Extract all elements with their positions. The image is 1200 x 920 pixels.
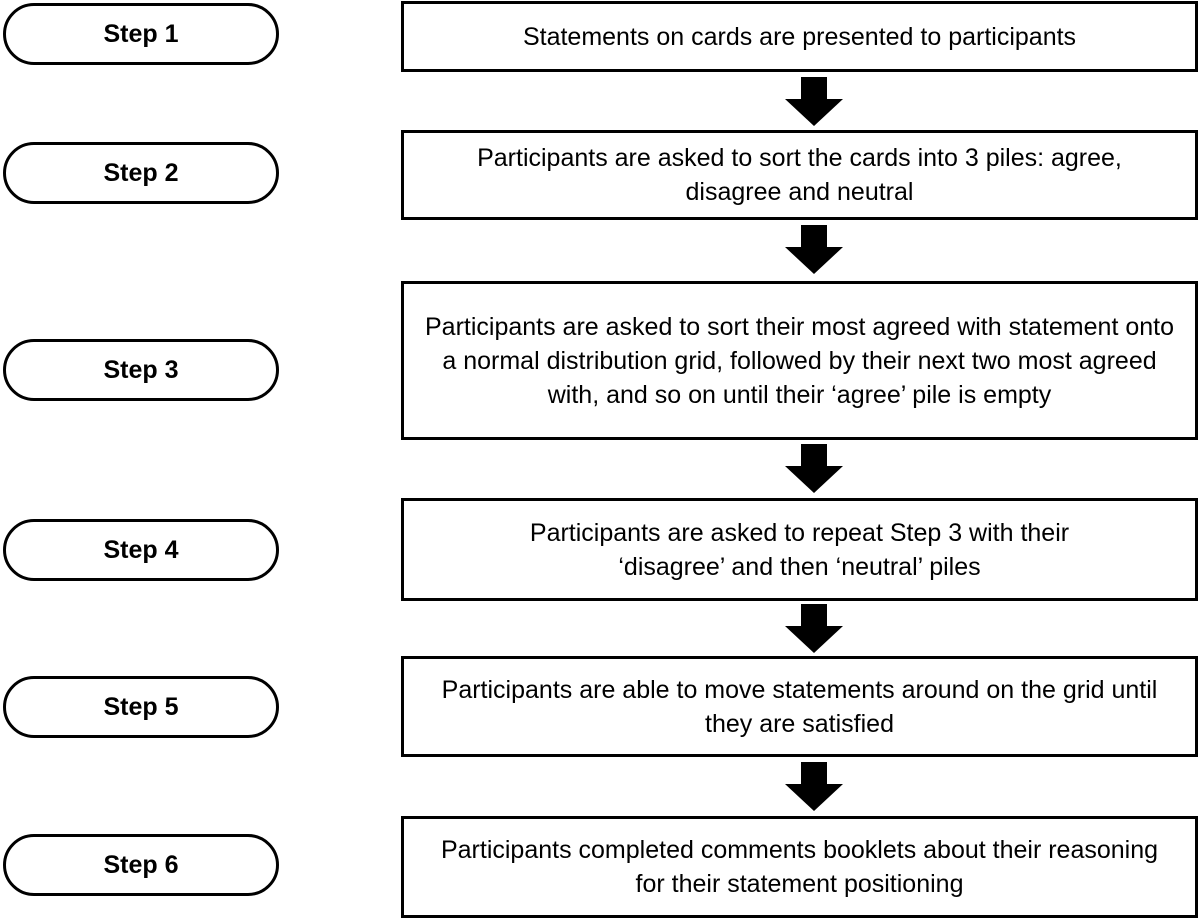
step-4-box	[401, 498, 1198, 601]
step-6-text: Participants completed comments booklets about their reasoning for their statement positioning	[440, 836, 1159, 898]
down-arrow-icon	[784, 77, 844, 127]
down-arrow-icon	[784, 762, 844, 812]
down-arrow-icon	[784, 604, 844, 654]
step-4-text: Participants are asked to repeat Step 3 with their ‘disagree’ and then ‘neutral’ piles	[529, 518, 1070, 581]
step-1-box	[401, 1, 1198, 72]
down-arrow-icon	[784, 444, 844, 494]
step-5-label: Step 5	[3, 676, 279, 738]
down-arrow-icon	[784, 225, 844, 275]
step-2-text: Participants are asked to sort the cards into 3 piles: agree, disagree and neutral	[477, 144, 1122, 206]
step-3-text: Participants are asked to sort their most agreed with statement onto a normal distribution grid, followed by their next two most agreed with, and so on until their ‘agree’ pile is empty	[425, 312, 1174, 409]
step-4-label: Step 4	[3, 519, 279, 581]
step-5-text: Participants are able to move statements around on the grid until they are satisfied	[441, 675, 1158, 738]
step-3-label: Step 3	[3, 339, 279, 401]
step-5-box	[401, 656, 1198, 757]
step-2-box	[401, 130, 1198, 220]
step-6-box	[401, 816, 1198, 918]
step-1-label: Step 1	[3, 3, 279, 65]
step-2-label: Step 2	[3, 142, 279, 204]
step-3-box	[401, 281, 1198, 440]
step-6-label: Step 6	[3, 834, 279, 896]
step-1-text: Statements on cards are presented to participants	[522, 22, 1077, 51]
